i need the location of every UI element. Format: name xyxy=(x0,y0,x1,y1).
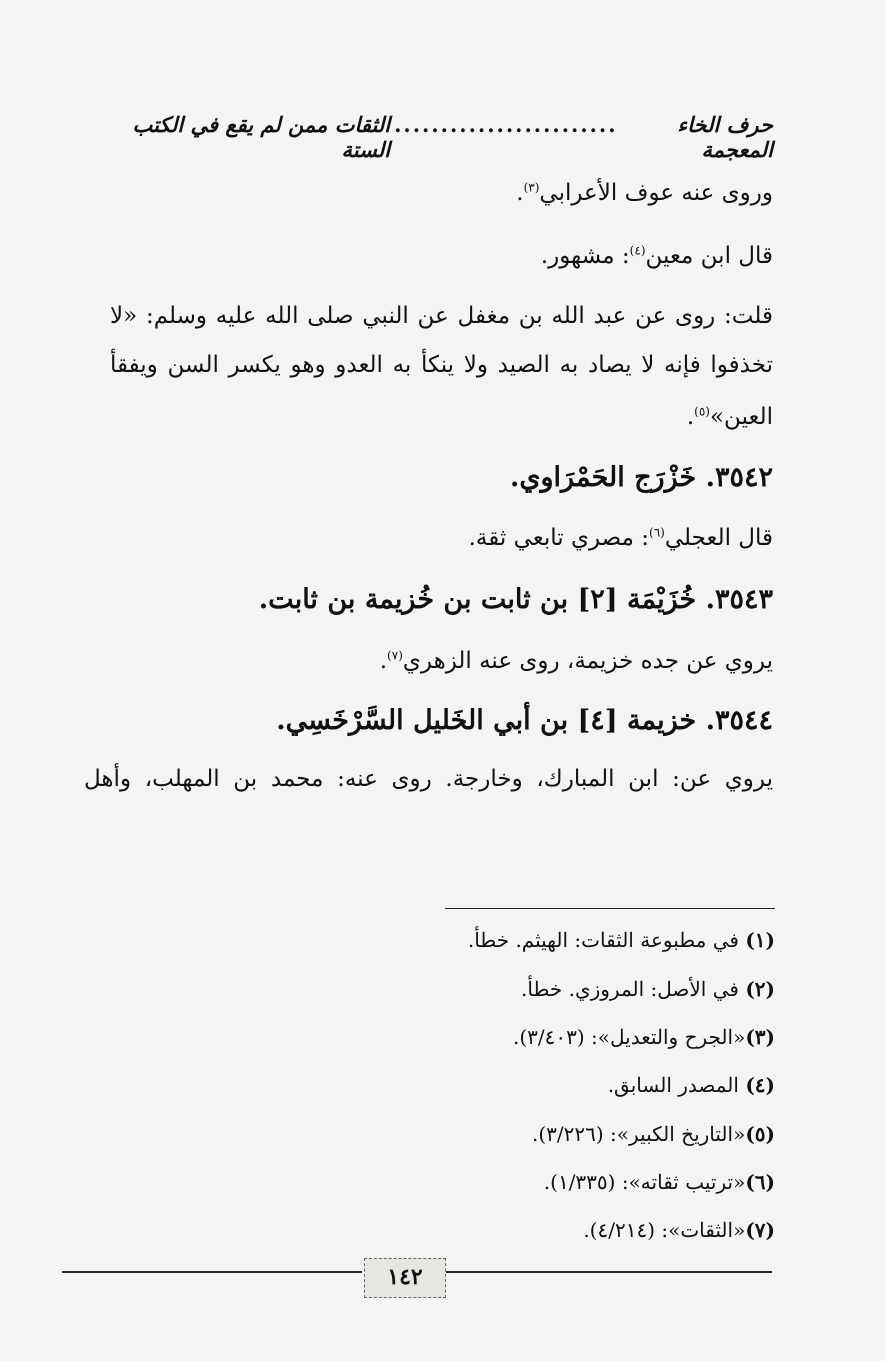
footnote-number: (٥) xyxy=(745,1122,775,1146)
text-line-content: يروي عن جده خزيمة، روى عنه الزهري xyxy=(402,648,773,674)
footnote-text: «ترتيب ثقاته»: (١/٣٣٥). xyxy=(543,1170,746,1194)
footnote xyxy=(583,1218,775,1242)
entry-heading: ٣٥٤٤. خزيمة [٤] بن أبي الخَليل السَّرْخَسِي. xyxy=(276,705,773,736)
footnote-text: «الثقات»: (٤/٢١٤). xyxy=(583,1218,746,1242)
footnote-number: (٣) xyxy=(745,1025,775,1049)
book-title: الثقات ممن لم يقع في الكتب الستة xyxy=(132,112,391,162)
footnote-ref: (٦) xyxy=(649,525,665,540)
footnote-text: المصدر السابق. xyxy=(607,1073,746,1097)
footnote-number: (٤) xyxy=(745,1073,775,1097)
text-line-content: قال العجلي xyxy=(664,525,773,551)
text-line-end: : مشهور. xyxy=(540,243,630,269)
text-line xyxy=(516,180,773,206)
footnote-number: (٢) xyxy=(745,977,775,1001)
footnote xyxy=(468,928,775,952)
text-line-end: . xyxy=(379,648,388,674)
entry-text: يروي عن: ابن المبارك، وخارجة. روى عنه: محمد بن المهلب، وأهل xyxy=(84,766,773,792)
text-line xyxy=(541,243,773,269)
text-line-content: العين» xyxy=(709,404,773,430)
footnote-number: (١) xyxy=(745,928,775,952)
running-header xyxy=(118,112,773,162)
footnote xyxy=(544,1170,775,1194)
footnote-text: «التاريخ الكبير»: (٣/٢٢٦). xyxy=(531,1122,746,1146)
footnote-ref: (٥) xyxy=(694,404,710,419)
header-leader-dots: ........................ xyxy=(394,112,618,137)
entry-text xyxy=(469,525,773,551)
footnote-separator xyxy=(445,908,775,909)
entry-text xyxy=(380,648,773,674)
text-line-content: قال ابن معين xyxy=(645,243,773,269)
footnote-text: «الجرح والتعديل»: (٣/٤٠٣). xyxy=(512,1025,746,1049)
entry-heading: ٣٥٤٢. خَزْرَج الحَمْرَاوي. xyxy=(509,462,773,493)
footnote-text: في الأصل: المروزي. خطأ. xyxy=(521,977,746,1001)
text-line-end: : مصري تابعي ثقة. xyxy=(468,525,650,551)
footnote-number: (٦) xyxy=(745,1170,775,1194)
footnote xyxy=(521,977,775,1001)
footnote-number: (٧) xyxy=(745,1218,775,1242)
paragraph-line: قلت: روى عن عبد الله بن مغفل عن النبي صلى الله عليه وسلم: «لا xyxy=(110,303,773,329)
chapter-title: حرف الخاء المعجمة xyxy=(677,112,773,162)
text-line-end: . xyxy=(516,180,524,206)
text-line xyxy=(687,404,773,430)
bottom-rule xyxy=(444,1271,772,1273)
footnote-text: في مطبوعة الثقات: الهيثم. خطأ. xyxy=(467,928,746,952)
text-line-content: وروى عنه عوف الأعرابي xyxy=(539,180,773,206)
text-line-end: . xyxy=(686,404,695,430)
footnote xyxy=(608,1073,775,1097)
footnote-ref: (٧) xyxy=(387,648,403,663)
footnote-ref: (٣) xyxy=(523,180,540,195)
entry-heading: ٣٥٤٣. خُزَيْمَة [٢] بن ثابت بن خُزيمة بن ثابت. xyxy=(258,584,773,615)
paragraph-line: تخذفوا فإنه لا يصاد به الصيد ولا ينكأ به العدو وهو يكسر السن ويفقأ xyxy=(110,352,773,378)
footnote xyxy=(513,1025,775,1049)
footnote-ref: (٤) xyxy=(629,243,646,258)
page-number: ١٤٢ xyxy=(364,1258,446,1298)
footnote xyxy=(532,1122,775,1146)
bottom-rule xyxy=(62,1271,362,1273)
